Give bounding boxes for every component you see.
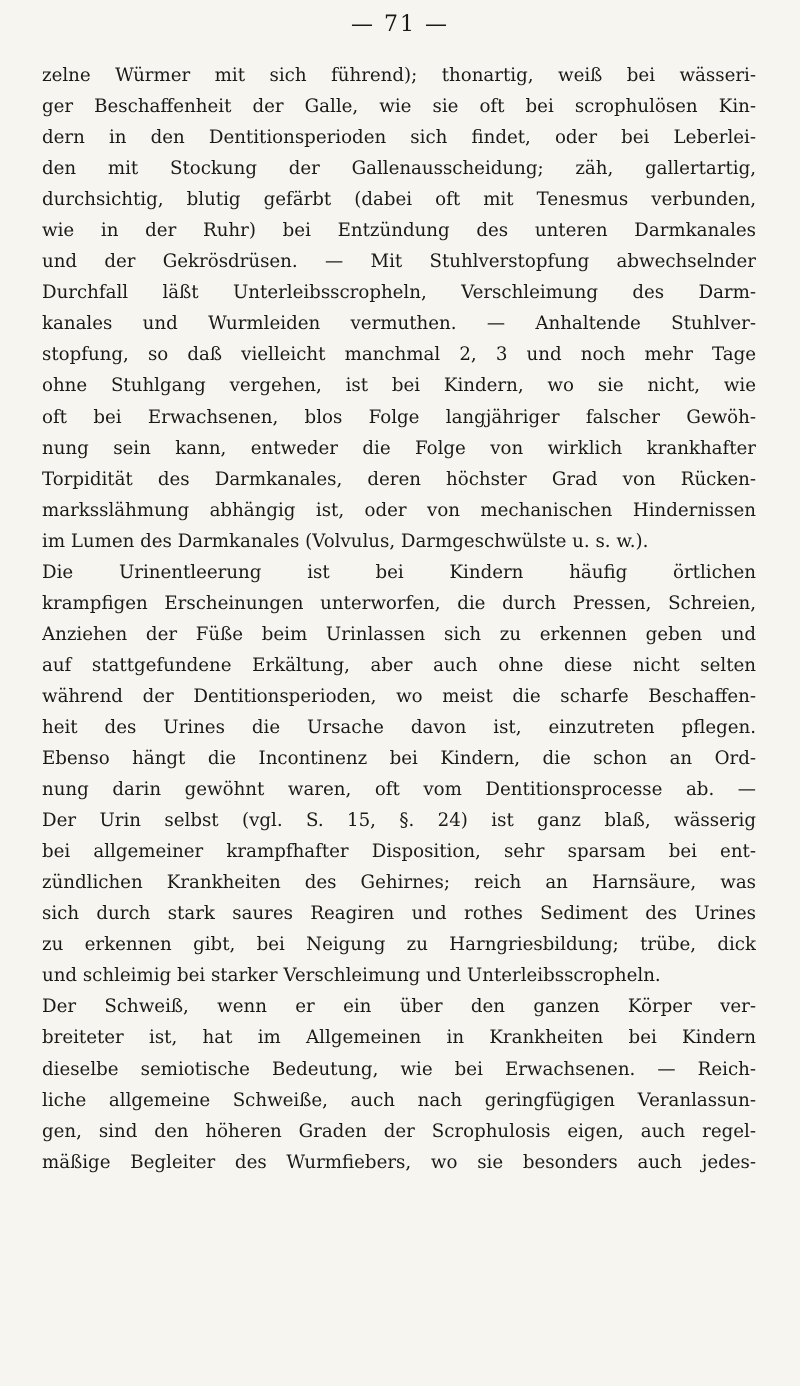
text-line: Torpidität des Darmkanales, deren höchster Grad von Rücken-: [42, 468, 756, 490]
text-line: zündlichen Krankheiten des Gehirnes; reich an Harnsäure, was: [42, 872, 756, 894]
text-line: heit des Urines die Ursache davon ist, einzutreten pflegen.: [42, 716, 756, 738]
text-line: den mit Stockung der Gallenausscheidung; zäh, gallertartig,: [42, 158, 756, 180]
text-line: mäßige Begleiter des Wurmfiebers, wo sie besonders auch jedes-: [42, 1151, 756, 1173]
text-line: auf stattgefundene Erkältung, aber auch ohne diese nicht selten: [42, 654, 756, 676]
text-line: Durchfall läßt Unterleibsscropheln, Verschleimung des Darm-: [42, 282, 756, 304]
text-line: Der Urin selbst (vgl. S. 15, §. 24) ist ganz blaß, wässerig: [42, 810, 756, 832]
text-line: stopfung, so daß vielleicht manchmal 2, 3 und noch mehr Tage: [42, 344, 756, 366]
text-line: ger Beschaffenheit der Galle, wie sie oft bei scrophulösen Kin-: [42, 96, 756, 118]
text-line: krampfigen Erscheinungen unterworfen, die durch Pressen, Schreien,: [42, 592, 756, 614]
text-line: Ebenso hängt die Incontinenz bei Kindern, die schon an Ord-: [42, 748, 756, 770]
text-line: zu erkennen gibt, bei Neigung zu Harngriesbildung; trübe, dick: [42, 934, 756, 956]
text-line: dern in den Dentitionsperioden sich findet, oder bei Leberlei-: [42, 127, 756, 149]
text-line: nung darin gewöhnt waren, oft vom Dentitionsprocesse ab. —: [42, 779, 756, 801]
text-line: Der Schweiß, wenn er ein über den ganzen Körper ver-: [42, 996, 756, 1018]
text-line: kanales und Wurmleiden vermuthen. — Anhaltende Stuhlver-: [42, 313, 756, 335]
text-line: im Lumen des Darmkanales (Volvulus, Darmgeschwülste u. s. w.).: [42, 530, 649, 552]
text-line: nung sein kann, entweder die Folge von wirklich krankhafter: [42, 437, 756, 459]
text-line: sich durch stark saures Reagiren und rothes Sediment des Urines: [42, 903, 756, 925]
text-line: zelne Würmer mit sich führend); thonartig, weiß bei wässeri-: [42, 65, 756, 86]
text-line: breiteter ist, hat im Allgemeinen in Krankheiten bei Kindern: [42, 1027, 756, 1049]
page-number: — 71 —: [351, 12, 449, 37]
text-line: wie in der Ruhr) bei Entzündung des unteren Darmkanales: [42, 220, 756, 242]
text-line: durchsichtig, blutig gefärbt (dabei oft mit Tenesmus verbunden,: [42, 189, 756, 211]
text-line: Anziehen der Füße beim Urinlassen sich zu erkennen geben und: [42, 623, 756, 645]
text-line: oft bei Erwachsenen, blos Folge langjähriger falscher Gewöh-: [42, 406, 756, 428]
text-line: marksslähmung abhängig ist, oder von mechanischen Hindernissen: [42, 499, 756, 521]
text-line: Die Urinentleerung ist bei Kindern häufig örtlichen: [42, 561, 756, 583]
text-line: und der Gekrösdrüsen. — Mit Stuhlverstopfung abwechselnder: [42, 251, 756, 273]
text-line: dieselbe semiotische Bedeutung, wie bei Erwachsenen. — Reich-: [42, 1058, 756, 1080]
text-line: bei allgemeiner krampfhafter Disposition, sehr sparsam bei ent-: [42, 841, 756, 863]
text-line: ohne Stuhlgang vergehen, ist bei Kindern, wo sie nicht, wie: [42, 375, 756, 397]
text-line: und schleimig bei starker Verschleimung und Unterleibsscropheln.: [42, 965, 661, 987]
text-line: während der Dentitionsperioden, wo meist die scharfe Beschaffen-: [42, 685, 756, 707]
text-line: gen, sind den höheren Graden der Scrophulosis eigen, auch regel-: [42, 1120, 756, 1142]
body-text: [42, 60, 756, 1178]
text-line: liche allgemeine Schweiße, auch nach geringfügigen Veranlassun-: [42, 1089, 756, 1111]
